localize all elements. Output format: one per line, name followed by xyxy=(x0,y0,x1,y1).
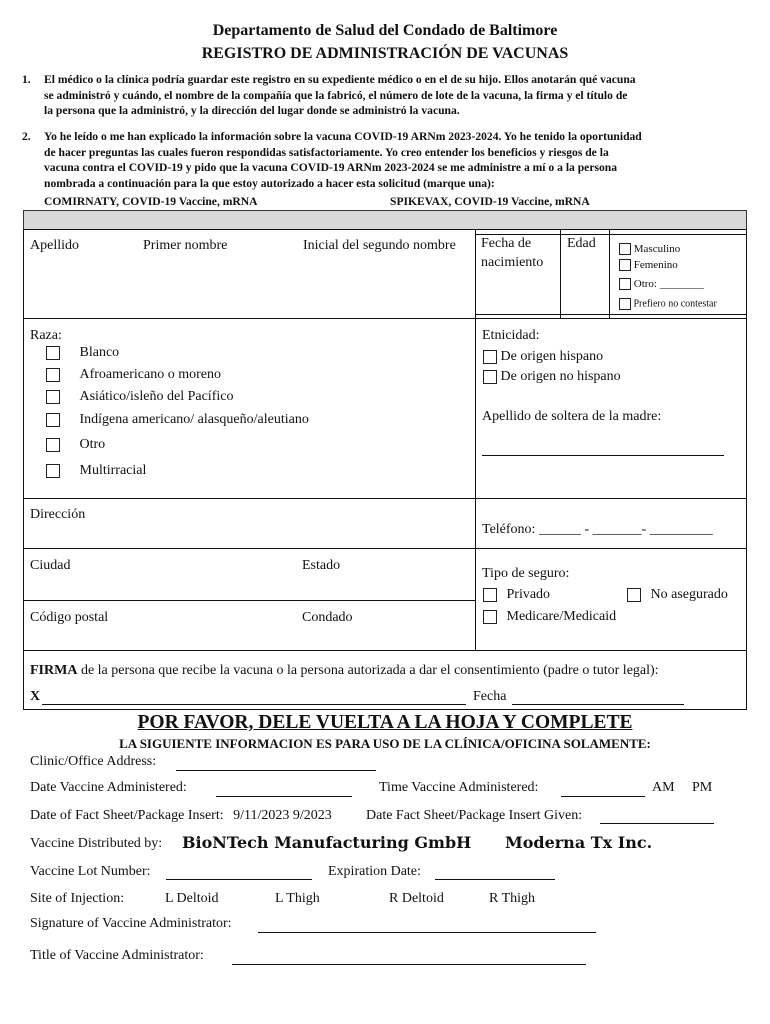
checkbox[interactable] xyxy=(483,588,497,602)
checkbox[interactable] xyxy=(627,588,641,602)
clinic-address-line[interactable] xyxy=(176,770,376,771)
distributed-by-label: Vaccine Distributed by: xyxy=(30,836,163,851)
checkbox[interactable] xyxy=(46,346,60,360)
administrator-title-line[interactable] xyxy=(232,964,586,965)
signature-instruction: FIRMA de la persona que recibe la vacuna o la persona autorizada a dar el consentimiento (padre o tutor legal): xyxy=(30,663,659,678)
paragraph-1-line: El médico o la clínica podría guardar este registro en su expediente médico o en el de su hijo. Ellos anotarán qué vacuna xyxy=(44,73,636,86)
race-option-asian[interactable]: Asiático/isleño del Pacífico xyxy=(46,389,233,405)
dob-label-line1: Fecha de xyxy=(481,236,532,251)
paragraph-1-line: la persona que la administró, y la dirección del lugar donde se administró la vacuna. xyxy=(44,104,460,117)
ethnicity-option-non-hispanic[interactable]: De origen no hispano xyxy=(483,369,621,385)
age-label: Edad xyxy=(567,236,596,251)
ethnicity-option-hispanic[interactable]: De origen hispano xyxy=(483,349,603,365)
pm-option[interactable]: PM xyxy=(692,780,713,795)
insurance-option-uninsured[interactable]: No asegurado xyxy=(627,587,728,603)
first-name-label: Primer nombre xyxy=(143,238,228,253)
site-left-deltoid[interactable]: L Deltoid xyxy=(165,891,219,906)
dob-label-line2: nacimiento xyxy=(481,255,544,270)
zip-label: Código postal xyxy=(30,610,109,625)
checkbox[interactable] xyxy=(46,368,60,382)
vaccine-option-spikevax[interactable]: SPIKEVAX, COVID-19 Vaccine, mRNA xyxy=(390,195,590,208)
sex-option-prefer-not[interactable]: Prefiero no contestar xyxy=(619,298,717,310)
paragraph-1-line: se administró y cuándo, el nombre de la compañía que la fabricó, el número de lote de la vacuna, la firma y el título de xyxy=(44,88,628,102)
divider xyxy=(609,229,610,318)
checkbox[interactable] xyxy=(46,390,60,404)
am-option[interactable]: AM xyxy=(652,780,675,795)
form-title: REGISTRO DE ADMINISTRACIÓN DE VACUNAS xyxy=(201,45,569,62)
mother-maiden-name-line[interactable] xyxy=(482,455,724,456)
site-left-thigh[interactable]: L Thigh xyxy=(275,891,320,906)
county-label: Condado xyxy=(302,610,353,625)
sex-option-male[interactable]: Masculino xyxy=(619,243,680,255)
checkbox[interactable] xyxy=(483,370,497,384)
divider xyxy=(23,548,747,549)
time-administered-line[interactable] xyxy=(561,796,645,797)
signature-line[interactable] xyxy=(42,704,466,705)
paragraph-2-line: vacuna contra el COVID-19 y pido que la vacuna COVID-19 ARNm 2023-2024 se me administre a mí o a la persona xyxy=(44,161,618,174)
turn-over-heading: POR FAVOR, DELE VUELTA A LA HOJA Y COMPLETE xyxy=(137,712,633,733)
address-label: Dirección xyxy=(30,507,86,522)
insurance-type-label: Tipo de seguro: xyxy=(482,566,570,581)
date-line[interactable] xyxy=(512,704,684,705)
sex-option-female[interactable]: Femenino xyxy=(619,259,678,271)
divider xyxy=(475,314,747,315)
clinic-only-heading: LA SIGUIENTE INFORMACION ES PARA USO DE LA CLÍNICA/OFICINA SOLAMENTE: xyxy=(119,736,651,751)
insurance-option-private[interactable]: Privado xyxy=(483,587,550,603)
checkbox[interactable] xyxy=(619,259,631,271)
administrator-signature-line[interactable] xyxy=(258,932,596,933)
divider xyxy=(475,229,476,650)
distributor-biontech[interactable]: BioNTech Manufacturing GmbH xyxy=(182,833,472,852)
checkbox[interactable] xyxy=(46,438,60,452)
divider xyxy=(23,498,747,499)
race-option-white[interactable]: Blanco xyxy=(46,345,119,361)
state-label: Estado xyxy=(302,558,341,573)
race-option-native[interactable]: Indígena americano/ alasqueño/aleutiano xyxy=(46,412,309,428)
last-name-label: Apellido xyxy=(30,238,79,253)
injection-site-label: Site of Injection: xyxy=(30,891,125,906)
checkbox[interactable] xyxy=(483,610,497,624)
agency-title: Departamento de Salud del Condado de Baltimore xyxy=(212,22,558,39)
fact-sheet-given-line[interactable] xyxy=(600,823,714,824)
clinic-address-label: Clinic/Office Address: xyxy=(30,754,157,769)
insurance-option-medicare[interactable]: Medicare/Medicaid xyxy=(483,609,616,625)
header-band xyxy=(23,210,747,230)
middle-initial-label: Inicial del segundo nombre xyxy=(303,238,456,253)
divider xyxy=(23,318,747,319)
race-option-multiracial[interactable]: Multirracial xyxy=(46,463,146,479)
date-administered-label: Date Vaccine Administered: xyxy=(30,780,187,795)
mother-maiden-name-label: Apellido de soltera de la madre: xyxy=(482,409,662,424)
race-option-other[interactable]: Otro xyxy=(46,437,105,453)
date-administered-line[interactable] xyxy=(216,796,352,797)
divider xyxy=(23,650,747,651)
phone-label: Teléfono: ______ - _______- _________ xyxy=(482,522,713,537)
checkbox[interactable] xyxy=(619,278,631,290)
paragraph-1: 1. El médico o la clínica podría guardar este registro en su expediente médico o en el de su hijo. Ellos anotarán qué vacuna se administró y cuándo, el nombre de la compañía que la fabricó, el número de lote de la vacuna, la firma y el título de la persona que la administró, y la dirección del lugar donde se administró la vacuna. xyxy=(44,72,754,119)
administrator-signature-label: Signature of Vaccine Administrator: xyxy=(30,916,232,931)
fact-sheet-date-label: Date of Fact Sheet/Package Insert: 9/11/2023 9/2023 xyxy=(30,808,332,823)
expiration-date-label: Expiration Date: xyxy=(328,864,421,879)
race-label: Raza: xyxy=(30,328,62,343)
time-administered-label: Time Vaccine Administered: xyxy=(379,780,539,795)
sex-option-other[interactable]: Otro: ________ xyxy=(619,278,704,290)
paragraph-2-line: Yo he leído o me han explicado la información sobre la vacuna COVID-19 ARNm 2023-2024. Yo he tenido la oportunidad xyxy=(44,130,642,143)
paragraph-2-line: de hacer preguntas las cuales fueron respondidas satisfactoriamente. Yo creo entender los beneficios y riesgos de la xyxy=(44,145,609,159)
checkbox[interactable] xyxy=(619,243,631,255)
administrator-title-label: Title of Vaccine Administrator: xyxy=(30,948,204,963)
distributor-moderna[interactable]: Moderna Tx Inc. xyxy=(505,833,653,852)
date-label: Fecha xyxy=(473,689,507,704)
signature-x-mark: X xyxy=(30,689,41,704)
site-right-thigh[interactable]: R Thigh xyxy=(489,891,536,906)
ethnicity-label: Etnicidad: xyxy=(482,328,540,343)
fact-sheet-given-label: Date Fact Sheet/Package Insert Given: xyxy=(366,808,583,823)
checkbox[interactable] xyxy=(483,350,497,364)
lot-number-line[interactable] xyxy=(166,879,312,880)
divider xyxy=(23,600,475,601)
race-option-black[interactable]: Afroamericano o moreno xyxy=(46,367,221,383)
vaccine-option-comirnaty[interactable]: COMIRNATY, COVID-19 Vaccine, mRNA xyxy=(44,195,258,208)
lot-number-label: Vaccine Lot Number: xyxy=(30,864,151,879)
checkbox[interactable] xyxy=(619,298,631,310)
site-right-deltoid[interactable]: R Deltoid xyxy=(389,891,444,906)
checkbox[interactable] xyxy=(46,464,60,478)
divider xyxy=(560,229,561,318)
checkbox[interactable] xyxy=(46,413,60,427)
city-label: Ciudad xyxy=(30,558,71,573)
expiration-date-line[interactable] xyxy=(435,879,555,880)
paragraph-2: 2. Yo he leído o me han explicado la información sobre la vacuna COVID-19 ARNm 2023-2024. Yo he tenido la oportunidad de hacer preguntas las cuales fueron respondidas satisfactoriamente. Yo creo entender los beneficios y riesgos de la vacuna contra el COVID-19 y pido que la vacuna COVID-19 ARNm 2023-2024 se me administre a mí o a la persona nombrada a continuación para la que estoy autorizado a hacer esta solicitud (marque una): xyxy=(44,129,754,191)
paragraph-2-line: nombrada a continuación para la que estoy autorizado a hacer esta solicitud (marque una): xyxy=(44,176,495,190)
divider xyxy=(475,234,747,235)
